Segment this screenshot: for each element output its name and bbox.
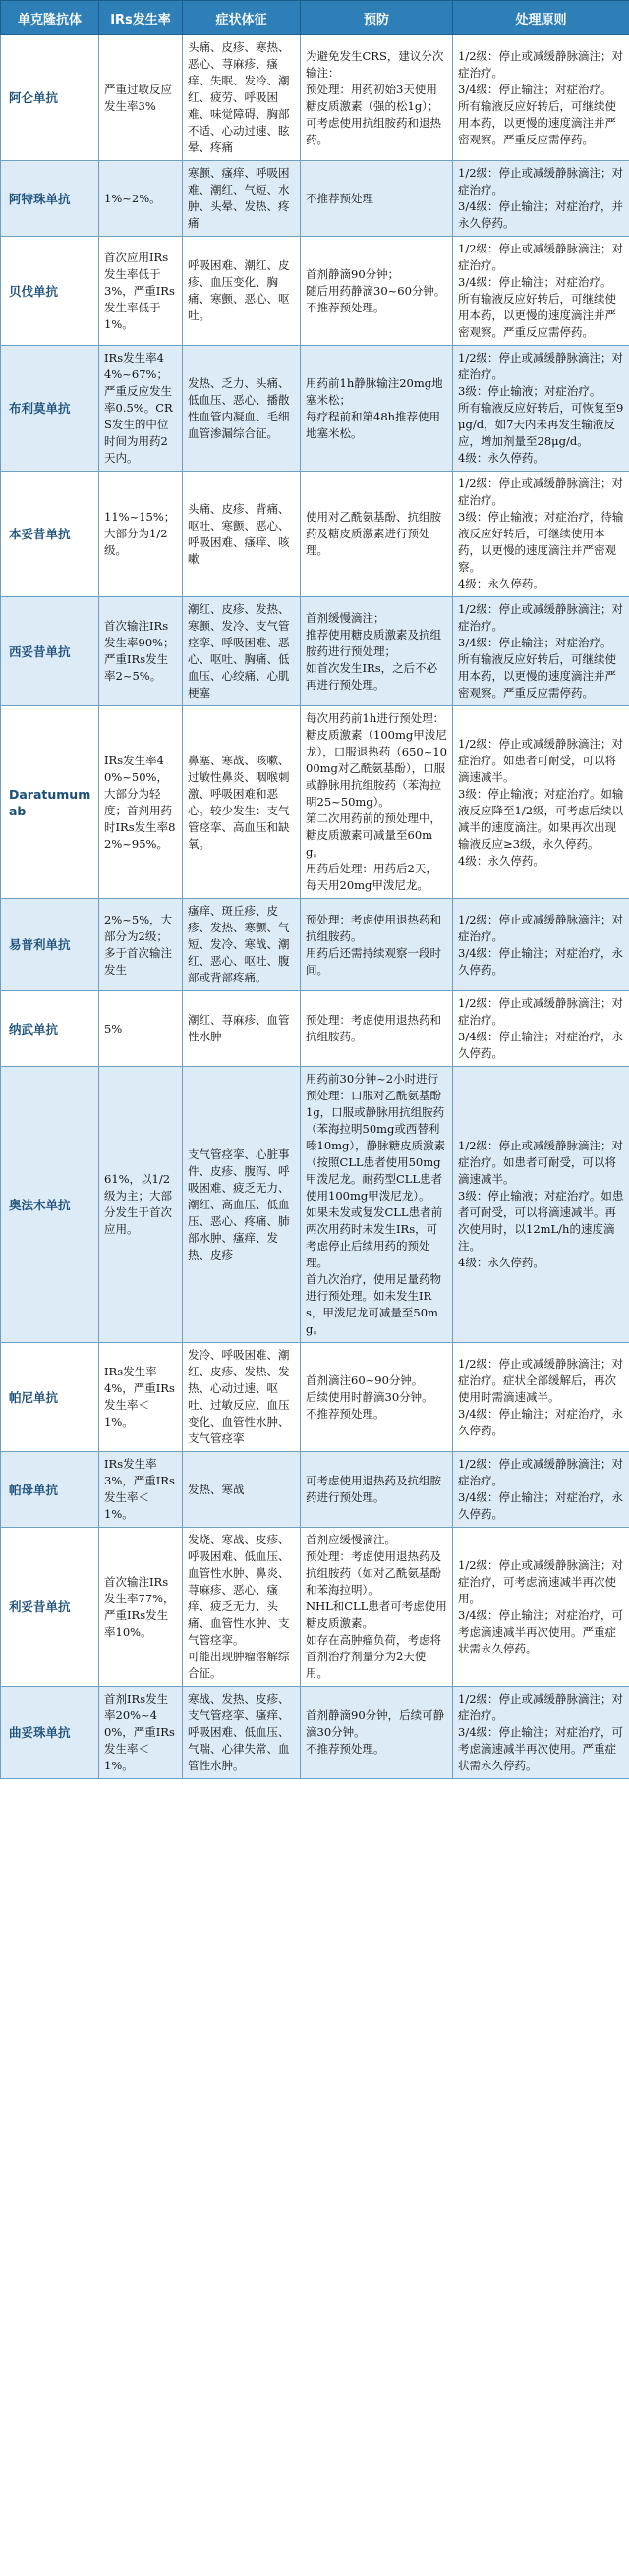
incidence-cell: IRs发生率44%~67%；严重反应发生率0.5%。CRS发生的中位时间为用药2天内。 bbox=[99, 346, 183, 472]
management-cell: 1/2级：停止或减缓静脉滴注；对症治疗。 3/4级：停止输注；对症治疗，可考虑滴速减半再次使用。严重症状需永久停药。 bbox=[453, 1687, 629, 1779]
prevention-cell: 用药前30分钟~2小时进行预处理：口服对乙酰氨基酚1g，口服或静脉用抗组胺药（苯海拉明50mg或西替利嗪10mg），静脉糖皮质激素（按照CLL患者使用50mg甲泼尼龙。耐药型CLL患者使用100mg甲泼尼龙）。 如果未发或复发CLL患者前两次用药时未发生IRs，可考虑停止后续用药的预处理。 首九次治疗，使用足量药物进行预处理。如未发生IRs，甲泼尼龙可减量至50mg。 bbox=[301, 1067, 453, 1343]
incidence-cell: 1%~2%。 bbox=[99, 161, 183, 237]
prevention-cell: 首剂缓慢滴注； 推荐使用糖皮质激素及抗组胺药进行预处理； 如首次发生IRs，之后不必再进行预处理。 bbox=[301, 597, 453, 706]
table-row bbox=[1, 1528, 629, 1687]
header-incidence: IRs发生率 bbox=[99, 1, 183, 35]
management-cell: 1/2级：停止或减缓静脉滴注；对症治疗。 3/4级：停止输注；对症治疗。 所有输液反应好转后，可继续使用本药，以更慢的速度滴注并严密观察。严重反应需停药。 bbox=[453, 237, 629, 346]
prevention-cell: 首剂静滴90分钟； 随后用药静滴30~60分钟。 不推荐预处理。 bbox=[301, 237, 453, 346]
prevention-cell: 首剂应缓慢滴注。 预处理：考虑使用退热药及抗组胺药（如对乙酰氨基酚和苯海拉明）。 NHL和CLL患者可考虑使用糖皮质激素。 如存在高肿瘤负荷，考虑将首剂治疗剂量分为2天使用。 bbox=[301, 1528, 453, 1687]
prevention-cell: 不推荐预处理 bbox=[301, 161, 453, 237]
header-antibody: 单克隆抗体 bbox=[1, 1, 99, 35]
antibody-name: 西妥昔单抗 bbox=[1, 597, 99, 706]
symptoms-cell: 发冷、呼吸困难、潮红、皮疹、发热、发热、心动过速、呕吐、过敏反应、血压变化、血管性水肿、支气管痉挛 bbox=[183, 1343, 301, 1452]
symptoms-cell: 呼吸困难、潮红、皮疹、血压变化、胸痛、寒颤、恶心、呕吐。 bbox=[183, 237, 301, 346]
incidence-cell: IRs发生率4%，严重IRs发生率＜1%。 bbox=[99, 1343, 183, 1452]
table-row bbox=[1, 1452, 629, 1528]
incidence-cell: 2%~5%，大部分为2级；多于首次输注发生 bbox=[99, 899, 183, 991]
table-body bbox=[1, 35, 629, 1779]
table-row bbox=[1, 1067, 629, 1343]
symptoms-cell: 发烧、寒战、皮疹、呼吸困难、低血压、血管性水肿、鼻炎、荨麻疹、恶心、瘙痒、疲乏无力、头痛、血管性水肿、支气管痉挛。 可能出现肿瘤溶解综合征。 bbox=[183, 1528, 301, 1687]
management-cell: 1/2级：停止或减缓静脉滴注；对症治疗。 3/4级：停止输注；对症治疗，永久停药。 bbox=[453, 991, 629, 1067]
prevention-cell: 为避免发生CRS，建议分次输注： 预处理：用药初始3天使用糖皮质激素（强的松1g）； 可考虑使用抗组胺药和退热药。 bbox=[301, 35, 453, 161]
prevention-cell: 用药前1h静脉输注20mg地塞米松； 每疗程前和第48h推荐使用地塞米松。 bbox=[301, 346, 453, 472]
management-cell: 1/2级：停止或减缓静脉滴注；对症治疗。 3级：停止输液；对症治疗，待输液反应好转后，可继续使用本药，以更慢的速度滴注并严密观察。 4级：永久停药。 bbox=[453, 472, 629, 597]
antibody-name: 阿特珠单抗 bbox=[1, 161, 99, 237]
prevention-cell: 每次用药前1h进行预处理：糖皮质激素（100mg甲泼尼龙），口服退热药（650~1000mg对乙酰氨基酚），口服或静脉用抗组胺药（苯海拉明25~50mg）。 第二次用药前的预处理中，糖皮质激素可减量至60mg。 用药后处理：用药后2天，每天用20mg甲泼尼龙。 bbox=[301, 706, 453, 899]
management-cell: 1/2级：停止或减缓静脉滴注；对症治疗，可考虑滴速减半再次使用。 3/4级：停止输注；对症治疗，可考虑滴速减半再次使用。严重症状需永久停药。 bbox=[453, 1528, 629, 1687]
table-row bbox=[1, 346, 629, 472]
header-prevention: 预防 bbox=[301, 1, 453, 35]
table-row bbox=[1, 991, 629, 1067]
antibody-name: 布利莫单抗 bbox=[1, 346, 99, 472]
management-cell: 1/2级：停止或减缓静脉滴注；对症治疗。如患者可耐受，可以将滴速减半。 3级：停止输液；对症治疗。如患者可耐受，可以将滴速减半。再次使用时，以12mL/h的速度滴注。 4级：永久停药。 bbox=[453, 1067, 629, 1343]
antibody-name: 奥法木单抗 bbox=[1, 1067, 99, 1343]
symptoms-cell: 鼻塞、寒战、咳嗽、过敏性鼻炎、咽喉刺激、呼吸困难和恶心。较少发生：支气管痉挛、高血压和缺氧。 bbox=[183, 706, 301, 899]
antibody-name: 利妥昔单抗 bbox=[1, 1528, 99, 1687]
incidence-cell: IRs发生率40%~50%，大部分为轻度；首剂用药时IRs发生率82%~95%。 bbox=[99, 706, 183, 899]
prevention-cell: 使用对乙酰氨基酚、抗组胺药及糖皮质激素进行预处理。 bbox=[301, 472, 453, 597]
incidence-cell: 61%，以1/2级为主；大部分发生于首次应用。 bbox=[99, 1067, 183, 1343]
table-row bbox=[1, 237, 629, 346]
management-cell: 1/2级：停止或减缓静脉滴注；对症治疗。 3/4级：停止输注；对症治疗。 所有输液反应好转后，可继续使用本药，以更慢的速度滴注并严密观察。严重反应需停药。 bbox=[453, 35, 629, 161]
symptoms-cell: 寒颤、瘙痒、呼吸困难、潮红、气短、水肿、头晕、发热、疼痛 bbox=[183, 161, 301, 237]
antibody-name: 阿仑单抗 bbox=[1, 35, 99, 161]
symptoms-cell: 头痛、皮疹、背痛、呕吐、寒颤、恶心、呼吸困难、瘙痒、咳嗽 bbox=[183, 472, 301, 597]
prevention-cell: 可考虑使用退热药及抗组胺药进行预处理。 bbox=[301, 1452, 453, 1528]
management-cell: 1/2级：停止或减缓静脉滴注；对症治疗。 3/4级：停止输注；对症治疗，永久停药。 bbox=[453, 899, 629, 991]
prevention-cell: 首剂滴注60~90分钟。 后续使用时静滴30分钟。 不推荐预处理。 bbox=[301, 1343, 453, 1452]
incidence-cell: 首次应用IRs发生率低于3%，严重IRs发生率低于1%。 bbox=[99, 237, 183, 346]
symptoms-cell: 发热、乏力、头痛、低血压、恶心、播散性血管内凝血、毛细血管渗漏综合征。 bbox=[183, 346, 301, 472]
table-row bbox=[1, 899, 629, 991]
table-header-row bbox=[1, 1, 629, 35]
antibody-name: 纳武单抗 bbox=[1, 991, 99, 1067]
table-row bbox=[1, 35, 629, 161]
table-row bbox=[1, 1687, 629, 1779]
management-cell: 1/2级：停止或减缓静脉滴注；对症治疗。症状全部缓解后，再次使用时需滴速减半。 3/4级：停止输注；对症治疗，永久停药。 bbox=[453, 1343, 629, 1452]
header-symptoms: 症状体征 bbox=[183, 1, 301, 35]
table-row bbox=[1, 161, 629, 237]
antibody-name: 易普利单抗 bbox=[1, 899, 99, 991]
management-cell: 1/2级：停止或减缓静脉滴注；对症治疗。 3/4级：停止输注；对症治疗，永久停药。 bbox=[453, 1452, 629, 1528]
incidence-cell: IRs发生率3%，严重IRs发生率＜1%。 bbox=[99, 1452, 183, 1528]
header-management: 处理原则 bbox=[453, 1, 629, 35]
prevention-cell: 预处理：考虑使用退热药和抗组胺药。 bbox=[301, 991, 453, 1067]
symptoms-cell: 支气管痉挛、心脏事件、皮疹、腹泻、呼吸困难、疲乏无力、潮红、高血压、低血压、恶心、疼痛、肺部水肿、瘙痒、发热、皮疹 bbox=[183, 1067, 301, 1343]
symptoms-cell: 发热、寒战 bbox=[183, 1452, 301, 1528]
antibody-name: 曲妥珠单抗 bbox=[1, 1687, 99, 1779]
antibody-name: Daratumumab bbox=[1, 706, 99, 899]
incidence-cell: 首次输注IRs发生率90%；严重IRs发生率2~5%。 bbox=[99, 597, 183, 706]
incidence-cell: 严重过敏反应发生率3% bbox=[99, 35, 183, 161]
incidence-cell: 首剂IRs发生率20%~40%，严重IRs发生率＜1%。 bbox=[99, 1687, 183, 1779]
antibody-name: 贝伐单抗 bbox=[1, 237, 99, 346]
symptoms-cell: 瘙痒、斑丘疹、皮疹、发热、寒颤、气短、发冷、寒战、潮红、恶心、呕吐、腹部或背部疼痛。 bbox=[183, 899, 301, 991]
management-cell: 1/2级：停止或减缓静脉滴注；对症治疗。如患者可耐受，可以将滴速减半。 3级：停止输液；对症治疗。如输液反应降至1/2级，可考虑后续以减半的速度滴注。如果再次出现输液反应≥3级，永久停药。 4级：永久停药。 bbox=[453, 706, 629, 899]
symptoms-cell: 潮红、荨麻疹、血管性水肿 bbox=[183, 991, 301, 1067]
incidence-cell: 5% bbox=[99, 991, 183, 1067]
management-cell: 1/2级：停止或减缓静脉滴注；对症治疗。 3/4级：停止输注；对症治疗，并永久停药。 bbox=[453, 161, 629, 237]
symptoms-cell: 潮红、皮疹、发热、寒颤、发冷、支气管痉挛、呼吸困难、恶心、呕吐、胸痛、低血压、心绞痛、心肌梗塞 bbox=[183, 597, 301, 706]
management-cell: 1/2级：停止或减缓静脉滴注；对症治疗。 3级：停止输液；对症治疗。 所有输液反应好转后，可恢复至9 μg/d，如7天内未再发生输液反应，增加剂量至28μg/d。 4级：永久停药。 bbox=[453, 346, 629, 472]
symptoms-cell: 寒战、发热、皮疹、支气管痉挛、瘙痒、呼吸困难、低血压、气喘、心律失常、血管性水肿。 bbox=[183, 1687, 301, 1779]
antibody-name: 帕母单抗 bbox=[1, 1452, 99, 1528]
prevention-cell: 首剂静滴90分钟，后续可静滴30分钟。 不推荐预处理。 bbox=[301, 1687, 453, 1779]
management-cell: 1/2级：停止或减缓静脉滴注；对症治疗。 3/4级：停止输注；对症治疗。 所有输液反应好转后，可继续使用本药，以更慢的速度滴注并严密观察。严重反应需停药。 bbox=[453, 597, 629, 706]
antibody-name: 本妥昔单抗 bbox=[1, 472, 99, 597]
table-row bbox=[1, 597, 629, 706]
table-row bbox=[1, 472, 629, 597]
symptoms-cell: 头痛、皮疹、寒热、恶心、荨麻疹、瘙痒、失眠、发冷、潮红、疲劳、呼吸困难、味觉障碍、胸部不适、心动过速、眩晕、疼痛 bbox=[183, 35, 301, 161]
antibody-name: 帕尼单抗 bbox=[1, 1343, 99, 1452]
incidence-cell: 首次输注IRs发生率77%，严重IRs发生率10%。 bbox=[99, 1528, 183, 1687]
prevention-cell: 预处理：考虑使用退热药和抗组胺药。 用药后还需持续观察一段时间。 bbox=[301, 899, 453, 991]
incidence-cell: 11%~15%；大部分为1/2级。 bbox=[99, 472, 183, 597]
table-row bbox=[1, 1343, 629, 1452]
table-row bbox=[1, 706, 629, 899]
